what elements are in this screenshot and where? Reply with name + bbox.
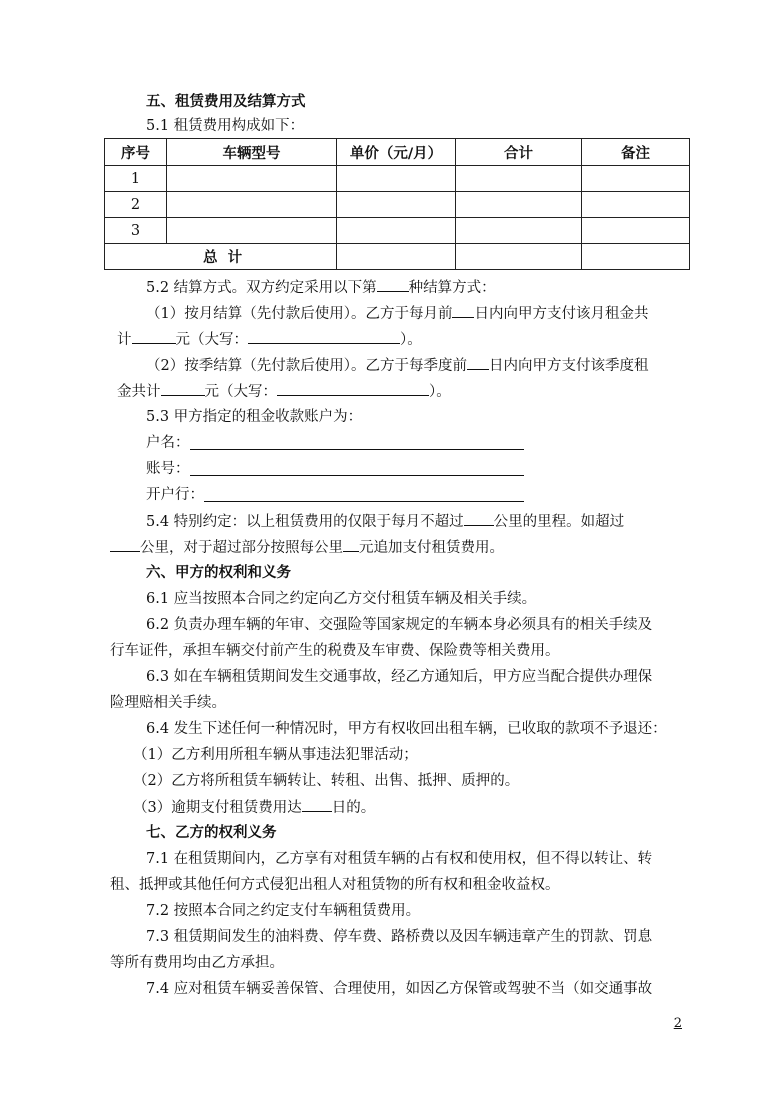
- clause-6-2-line-1: 6.2 负责办理车辆的年审、交强险等国家规定的车辆本身必须具有的相关手续及: [146, 617, 653, 633]
- blank-field: [248, 329, 400, 344]
- clause-6-1: 6.1 应当按照本合同之约定向乙方交付租赁车辆及相关手续。: [146, 591, 537, 607]
- method-1-line-2: [117, 329, 422, 350]
- clause-6-4: 6.4 发生下述任何一种情况时，甲方有权收回出租车辆，已收取的款项不予退还：: [146, 721, 667, 737]
- clause-5-4-text: 5.4 特别约定：以上租赁费用的仅限于每月不超过: [146, 514, 464, 530]
- row-number: 1: [105, 166, 167, 192]
- clause-6-4-item-2: （2）乙方将所租赁车辆转让、转租、出售、抵押、质押的。: [133, 773, 520, 789]
- table-cell: [337, 166, 456, 192]
- item-3-text-end: 日的。: [331, 800, 376, 816]
- clause-5-3: 5.3 甲方指定的租金收款账户为：: [146, 409, 363, 425]
- fee-table: [104, 138, 690, 270]
- blank-field: [132, 329, 176, 344]
- clause-6-3-line-1: 6.3 如在车辆租赁期间发生交通事故，经乙方通知后，甲方应当配合提供办理保: [146, 669, 653, 685]
- table-cell: [337, 218, 456, 244]
- clause-5-4-line-2: [110, 537, 504, 558]
- method-2-text: ）。: [429, 384, 451, 400]
- blank-field: [302, 797, 332, 812]
- clause-5-2: [146, 277, 496, 298]
- clause-6-4-item-3: [133, 797, 375, 818]
- table-cell: [582, 166, 690, 192]
- blank-field: [161, 381, 205, 396]
- blank-field: [452, 303, 474, 318]
- method-1-text: 元（大写：: [175, 332, 248, 348]
- section-5-heading: 五、租赁费用及结算方式: [146, 94, 306, 110]
- method-1-text: （1）按月结算（先付款后使用）。乙方于每月前: [146, 306, 453, 322]
- method-1-text-end: 日内向甲方支付该月租金共: [474, 306, 649, 322]
- table-cell: [456, 244, 582, 270]
- section-7-heading: 七、乙方的权利义务: [146, 825, 277, 841]
- row-number: 2: [105, 192, 167, 218]
- method-1-text: 计: [117, 332, 132, 348]
- table-cell: [337, 244, 456, 270]
- row-number: 3: [105, 218, 167, 244]
- table-header-row: [105, 139, 690, 166]
- blank-field: [377, 277, 409, 292]
- clause-7-3-line-1: 7.3 租赁期间发生的油料费、停车费、路桥费以及因车辆违章产生的罚款、罚息: [146, 929, 653, 945]
- page-number: 2: [673, 1016, 682, 1031]
- col-header-model: 车辆型号: [167, 139, 337, 166]
- blank-field: [277, 381, 429, 396]
- method-2-text: 金共计: [117, 384, 161, 400]
- clause-6-4-item-1: （1）乙方利用所租车辆从事违法犯罪活动；: [133, 747, 418, 763]
- table-cell: [456, 166, 582, 192]
- method-2-line-2: [117, 381, 451, 402]
- table-cell: [167, 192, 337, 218]
- account-name-line: [190, 449, 524, 450]
- blank-field: [110, 537, 140, 552]
- account-name-label: 户名：: [146, 435, 190, 451]
- clause-6-3-line-2: 险理赔相关手续。: [110, 695, 226, 711]
- clause-7-3-line-2: 等所有费用均由乙方承担。: [110, 955, 284, 971]
- col-header-price: 单价（元/月）: [337, 139, 456, 166]
- table-cell: [167, 166, 337, 192]
- method-2-text: （2）按季结算（先付款后使用）。乙方于每季度前: [146, 358, 467, 374]
- clause-7-1-line-1: 7.1 在租赁期间内，乙方享有对租赁车辆的占有权和使用权，但不得以转让、转: [146, 851, 653, 867]
- clause-5-4-text-end: 公里的里程。如超过: [493, 514, 625, 530]
- blank-field: [343, 537, 359, 552]
- clause-5-2-text: 5.2 结算方式。双方约定采用以下第: [146, 280, 377, 296]
- table-cell: [167, 218, 337, 244]
- blank-field: [467, 355, 489, 370]
- table-cell: [582, 244, 690, 270]
- method-1-line-1: [146, 303, 648, 324]
- table-row: [105, 166, 690, 192]
- clause-5-4-line-1: [146, 511, 624, 532]
- clause-7-1-line-2: 租、抵押或其他任何方式侵犯出租人对租赁物的所有权和租金收益权。: [110, 877, 560, 893]
- clause-5-2-text-end: 种结算方式：: [408, 280, 496, 296]
- col-header-total: 合计: [456, 139, 582, 166]
- section-6-heading: 六、甲方的权利和义务: [146, 565, 291, 581]
- method-2-line-1: [146, 355, 648, 376]
- method-2-text: 元（大写：: [204, 384, 277, 400]
- item-3-text: （3）逾期支付租赁费用达: [133, 800, 302, 816]
- bank-label: 开户行：: [146, 487, 204, 503]
- table-cell: [456, 192, 582, 218]
- table-row: [105, 192, 690, 218]
- total-label: 总 计: [105, 244, 337, 270]
- bank-line: [204, 501, 524, 502]
- col-header-remark: 备注: [582, 139, 690, 166]
- account-number-label: 账号：: [146, 461, 190, 477]
- clause-6-2-line-2: 行车证件，承担车辆交付前产生的税费及车审费、保险费等相关费用。: [110, 643, 560, 659]
- col-header-no: 序号: [105, 139, 167, 166]
- table-cell: [582, 192, 690, 218]
- method-2-text-end: 日内向甲方支付该季度租: [488, 358, 649, 374]
- table-cell: [456, 218, 582, 244]
- clause-7-2: 7.2 按照本合同之约定支付车辆租赁费用。: [146, 903, 421, 919]
- clause-5-4-text-end: 元追加支付租赁费用。: [359, 540, 504, 556]
- clause-5-1: 5.1 租赁费用构成如下：: [146, 118, 305, 134]
- clause-5-4-text: 公里，对于超过部分按照每公里: [140, 540, 343, 556]
- table-total-row: [105, 244, 690, 270]
- table-cell: [582, 218, 690, 244]
- table-cell: [337, 192, 456, 218]
- account-number-line: [190, 475, 524, 476]
- blank-field: [464, 511, 494, 526]
- clause-7-4: 7.4 应对租赁车辆妥善保管、合理使用，如因乙方保管或驾驶不当（如交通事故: [146, 981, 653, 997]
- table-row: [105, 218, 690, 244]
- method-1-text: ）。: [400, 332, 422, 348]
